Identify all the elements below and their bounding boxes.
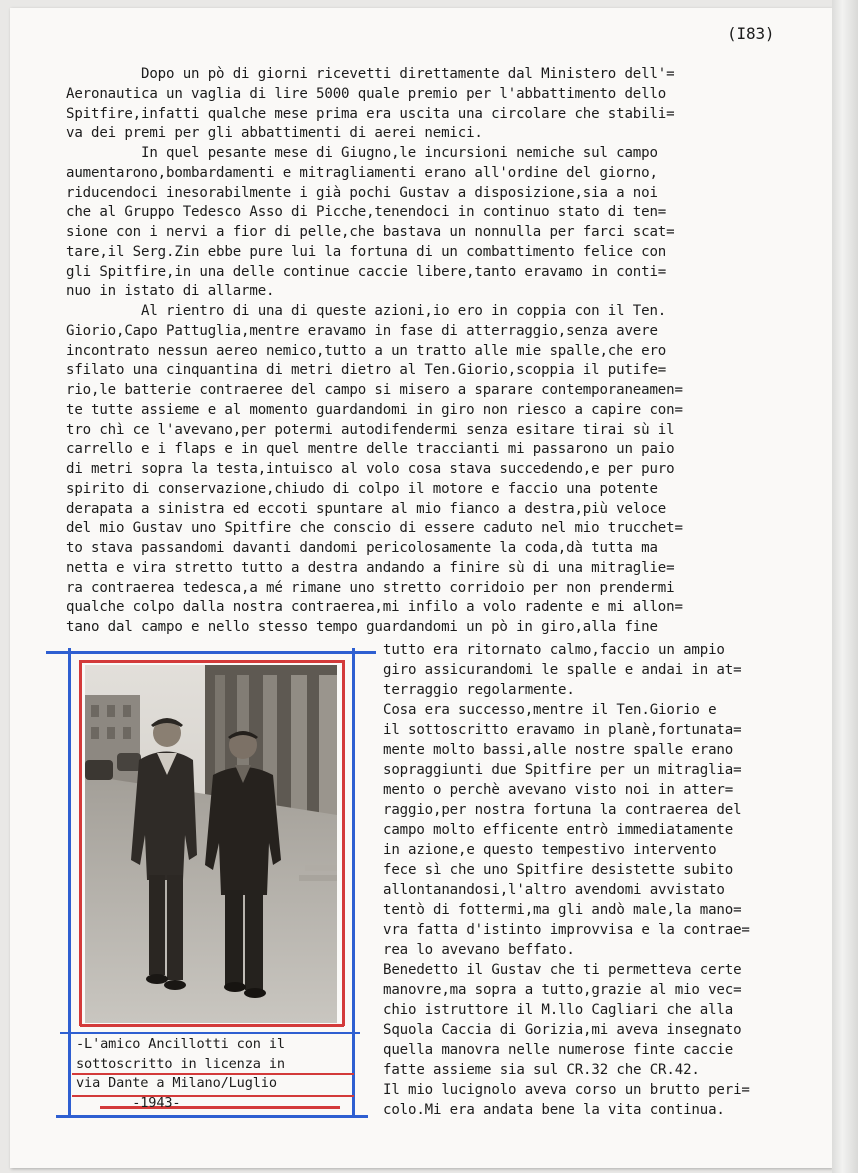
paper-edge bbox=[832, 0, 858, 1173]
text-line: Dopo un pò di giorni ricevetti direttamente dal Ministero dell'= bbox=[66, 66, 675, 82]
text-line: qualche colpo dalla nostra contraerea,mi infilo a volo radente e mi allon= bbox=[66, 599, 683, 616]
text-line: tare,il Serg.Zin ebbe pure lui la fortuna di un combattimento felice con bbox=[66, 243, 667, 260]
text-line: sopraggiunti due Spitfire per un mitraglia= bbox=[383, 762, 742, 778]
text-line: gli Spitfire,in una delle continue caccie libere,tanto eravamo in conti= bbox=[66, 263, 667, 280]
text-line: riducendoci inesorabilmente i già pochi Gustav a disposizione,sia a noi bbox=[66, 184, 658, 201]
text-line: Giorio,Capo Pattuglia,mentre eravamo in fase di atterraggio,senza avere bbox=[66, 322, 658, 339]
text-line: tutto era ritornato calmo,faccio un ampio bbox=[383, 642, 725, 658]
text-line: Aeronautica un vaglia di lire 5000 quale premio per l'abbattimento dello bbox=[66, 85, 667, 102]
text-line: tentò di fottermi,ma gli andò male,la mano= bbox=[383, 902, 742, 918]
frame-line-blue-top bbox=[46, 651, 376, 654]
text-line: raggio,per nostra fortuna la contraerea del bbox=[383, 802, 742, 818]
text-line: Al rientro di una di queste azioni,io ero in coppia con il Ten. bbox=[66, 303, 667, 319]
frame-line-blue-caption bbox=[60, 1032, 360, 1034]
text-line: manovre,ma sopra a tutto,grazie al mio vec= bbox=[383, 982, 742, 998]
text-line: sione con i nervi a fior di pelle,che bastava un nonnulla per farci scat= bbox=[66, 224, 675, 240]
text-line: te tutte assieme e al momento guardandomi in giro non riesco a capire con= bbox=[66, 401, 683, 418]
frame-line-blue-right bbox=[352, 648, 355, 1118]
text-line: incontrato nessun aereo nemico,tutto a un tratto alle mie spalle,che ero bbox=[66, 342, 667, 359]
frame-line-red-top bbox=[80, 660, 342, 663]
text-line: fatte assieme sia sul CR.32 che CR.42. bbox=[383, 1062, 700, 1078]
text-line: netta e vira stretto tutto a destra andando a finire sù di una mitraglie= bbox=[66, 559, 675, 576]
text-line: campo molto efficente entrò immediatamente bbox=[383, 822, 734, 838]
caption-line: sottoscritto in licenza in bbox=[76, 1055, 285, 1072]
text-line: chio istruttore il M.llo Cagliari che alla bbox=[383, 1002, 734, 1018]
text-line: quella manovra nelle numerose finte caccie bbox=[383, 1042, 734, 1058]
text-line: colo.Mi era andata bene la vita continua. bbox=[383, 1102, 725, 1118]
text-line: rea lo avevano beffato. bbox=[383, 942, 575, 958]
text-line: va dei premi per gli abbattimenti di aerei nemici. bbox=[66, 125, 483, 142]
text-line: to stava passandomi davanti dandomi pericolosamente la coda,dà tutta ma bbox=[66, 540, 658, 556]
text-line: Benedetto il Gustav che ti permetteva certe bbox=[383, 962, 742, 978]
caption-line: -L'amico Ancillotti con il bbox=[76, 1036, 285, 1052]
text-line: in azione,e questo tempestivo intervento bbox=[383, 842, 717, 858]
text-line: Il mio lucignolo aveva corso un brutto peri= bbox=[383, 1082, 750, 1098]
caption-line: via Dante a Milano/Luglio bbox=[76, 1075, 277, 1091]
page-number: (I83) bbox=[727, 24, 775, 43]
frame-line-red-bottom bbox=[80, 1024, 344, 1027]
text-line: tano dal campo e nello stesso tempo guardandomi un pò in giro,alla fine bbox=[66, 619, 658, 635]
text-line: spirito di conservazione,chiudo di colpo il motore e faccio una potente bbox=[66, 480, 658, 497]
text-line: che al Gruppo Tedesco Asso di Picche,tenendoci in continuo stato di ten= bbox=[66, 204, 667, 221]
text-line: terraggio regolarmente. bbox=[383, 682, 575, 698]
text-line: tro chì ce l'avevano,per potermi autodifendermi senza esitare tirai sù il bbox=[66, 421, 675, 438]
caption-line: -1943- bbox=[76, 1094, 181, 1111]
text-line: mente molto bassi,alle nostre spalle erano bbox=[383, 742, 734, 758]
text-line: ra contraerea tedesca,a mé rimane uno stretto corridoio per non prendermi bbox=[66, 579, 675, 596]
photograph bbox=[85, 665, 337, 1023]
text-line: Spitfire,infatti qualche mese prima era uscita una circolare che stabili= bbox=[66, 105, 675, 122]
text-line: allontanandosi,l'altro avendomi avvistato bbox=[383, 882, 725, 898]
text-line: vra fatta d'istinto improvvisa e la contrae= bbox=[383, 922, 750, 938]
text-line: mento o perchè avevano visto noi in atter= bbox=[383, 782, 734, 798]
text-line: derapata a sinistra ed eccoti spuntare al mio fianco a destra,più veloce bbox=[66, 500, 667, 517]
frame-line-red-right bbox=[342, 660, 345, 1026]
text-line: In quel pesante mese di Giugno,le incursioni nemiche sul campo bbox=[66, 145, 658, 161]
text-line: il sottoscritto eravamo in planè,fortunata= bbox=[383, 722, 742, 738]
text-line: Squola Caccia di Gorizia,mi aveva insegnato bbox=[383, 1022, 742, 1038]
frame-line-blue-bottom bbox=[56, 1115, 368, 1118]
text-line: Cosa era successo,mentre il Ten.Giorio e bbox=[383, 702, 717, 718]
frame-line-blue-left bbox=[68, 648, 71, 1118]
text-line: aumentarono,bombardamenti e mitragliamenti erano all'ordine del giorno, bbox=[66, 164, 658, 181]
frame-line-red-left bbox=[79, 660, 82, 1026]
text-line: rio,le batterie contraeree del campo si misero a sparare contemporaneamen= bbox=[66, 382, 683, 398]
text-line: fece sì che uno Spitfire desistette subito bbox=[383, 862, 734, 878]
text-line: nuo in istato di allarme. bbox=[66, 283, 275, 300]
text-line: sfilato una cinquantina di metri dietro al Ten.Giorio,scoppia il putife= bbox=[66, 362, 667, 379]
text-line: giro assicurandomi le spalle e andai in at= bbox=[383, 662, 742, 678]
text-line: di metri sopra la testa,intuisco al volo cosa stava succedendo,e per puro bbox=[66, 461, 675, 477]
text-line: carrello e i flaps e in quel mentre delle traccianti mi passarono un paio bbox=[66, 441, 675, 458]
text-line: del mio Gustav uno Spitfire che conscio di essere caduto nel mio trucchet= bbox=[66, 520, 683, 537]
